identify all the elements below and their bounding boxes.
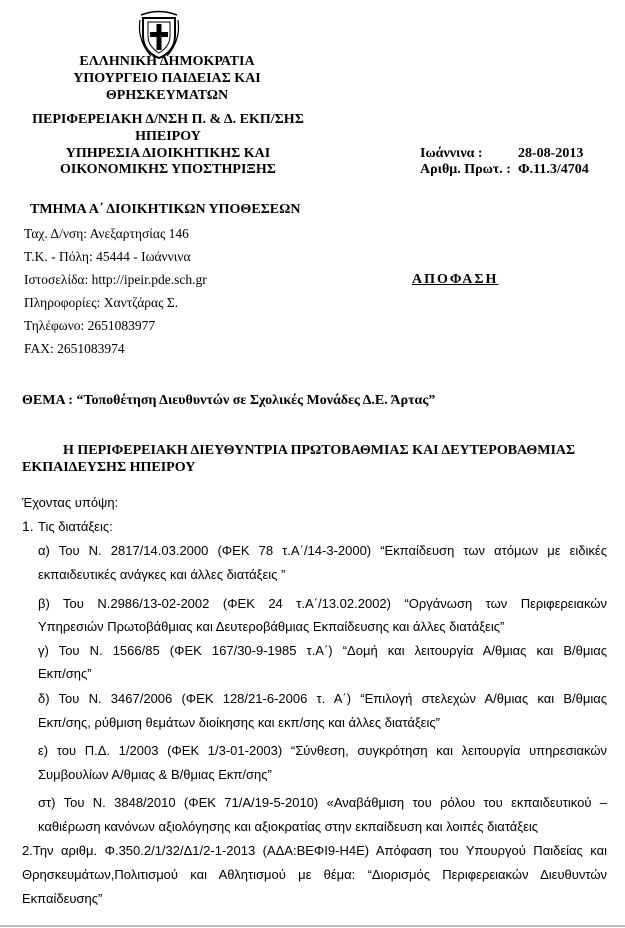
department-phone: Τηλέφωνο: 2651083977 (24, 318, 156, 333)
item-1-text: Τις διατάξεις: (38, 519, 113, 534)
provision-c-line2: Εκπ/σης” (38, 666, 92, 681)
provision-d-line2: Εκπ/σης, ρύθμιση θεμάτων διοίκησης και εκπ/σης και άλλες διατάξεις” (38, 715, 440, 730)
subject-line: ΘΕΜΑ : “Τοποθέτηση Διευθυντών σε Σχολικές Μονάδες Δ.Ε. Άρτας” (22, 393, 436, 408)
provision-c-line1: γ) Του Ν. 1566/85 (ΦΕΚ 167/30-9-1985 τ.Α΄) “Δομή και λειτουργία Α/θμιας και Β/θμιας (38, 643, 607, 658)
provision-d-line1: δ) Του Ν. 3467/2006 (ΦΕΚ 128/21-6-2006 τ. Α΄) “Επιλογή στελεχών Α/θμιας και Β/θμιας (38, 691, 607, 706)
header-ministry: ΥΠΟΥΡΓΕΙΟ ΠΑΙΔΕΙΑΣ ΚΑΙ (73, 71, 261, 86)
considering-label: Έχοντας υπόψη: (22, 495, 119, 510)
provision-a-line1: α) Του Ν. 2817/14.03.2000 (ΦΕΚ 78 τ.Α΄/14-3-2000) “Εκπαίδευση των ατόμων με ειδικές (38, 543, 607, 558)
header-service: ΥΠΗΡΕΣΙΑ ΔΙΟΙΚΗΤΙΚΗΣ ΚΑΙ (65, 146, 271, 161)
provision-e-line1: ε) του Π.Δ. 1/2003 (ΦΕΚ 1/3-01-2003) “Σύνθεση, συγκρότηση και λειτουργία υπηρεσιακών (38, 743, 607, 758)
department-info: Πληροφορίες: Χαντζάρας Σ. (24, 295, 179, 310)
provision-e-line2: Συμβουλίων Α/θμιας & Β/θμιας Εκπ/σης” (38, 767, 272, 782)
provision-b-line2: Υπηρεσιών Πρωτοβάθμιας και Δευτεροβάθμιας Εκπαίδευσης και άλλες διατάξεις” (38, 619, 505, 634)
department-fax: FAX: 2651083974 (24, 341, 125, 356)
department-title: ΤΜΗΜΑ Α΄ ΔΙΟΙΚΗΤΙΚΩΝ ΥΠΟΘΕΣΕΩΝ (30, 202, 301, 217)
city-label: Ιωάννινα : (420, 146, 483, 161)
provision-b-line1: β) Του Ν.2986/13-02-2002 (ΦΕΚ 24 τ.Α΄/13.02.2002) “Οργάνωση των Περιφερειακών (38, 596, 607, 611)
department-website: Ιστοσελίδα: http://ipeir.pde.sch.gr (24, 272, 207, 287)
document-date: 28-08-2013 (518, 146, 584, 161)
decision-heading: ΑΠΟΦΑΣΗ (412, 272, 499, 287)
greek-coat-of-arms-emblem (137, 10, 181, 60)
protocol-number: Φ.11.3/4704 (518, 162, 589, 177)
director-heading-line1: Η ΠΕΡΙΦΕΡΕΙΑΚΗ ΔΙΕΥΘΥΝΤΡΙΑ ΠΡΩΤΟΒΑΘΜΙΑΣ ΚΑΙ ΔΕΥΤΕΡΟΒΑΘΜΙΑΣ (63, 443, 576, 458)
header-service-cont: ΟΙΚΟΝΟΜΙΚΗΣ ΥΠΟΣΤΗΡΙΞΗΣ (60, 162, 276, 177)
item-1-number: 1. (22, 518, 34, 534)
provision-f-line1: στ) Του Ν. 3848/2010 (ΦΕΚ 71/Α/19-5-2010) «Αναβάθμιση του ρόλου του εκπαιδευτικού – (38, 795, 607, 810)
item-2-line3: Εκπαίδευσης” (22, 891, 103, 906)
page-bottom-divider (0, 925, 625, 927)
director-heading-line2: ΕΚΠΑΙΔΕΥΣΗΣ ΗΠΕΙΡΟΥ (22, 460, 196, 475)
item-2-line1: 2.Την αριθμ. Φ.350.2/1/32/Δ1/2-1-2013 (ΑΔΑ:ΒΕΦΙ9-Η4Ε) Απόφαση του Υπουργού Παιδείας και (22, 843, 607, 858)
header-regional-directorate: ΠΕΡΙΦΕΡΕΙΑΚΗ Δ/ΝΣΗ Π. & Δ. ΕΚΠ/ΣΗΣ (32, 112, 304, 127)
header-region: ΗΠΕΙΡΟΥ (135, 129, 201, 144)
protocol-label: Αριθμ. Πρωτ. : (420, 162, 511, 177)
item-2-line2: Θρησκευμάτων,Πολιτισμού και Αθλητισμού με θέμα: “Διορισμός Περιφερειακών Διευθυντών (22, 867, 607, 882)
department-address: Ταχ. Δ/νση: Ανεξαρτησίας 146 (24, 226, 189, 241)
provision-a-line2: εκπαιδευτικές ανάγκες και άλλες διατάξεις ” (38, 567, 286, 582)
department-postal: Τ.Κ. - Πόλη: 45444 - Ιωάννινα (24, 249, 191, 264)
provision-f-line2: καθιέρωση κανόνων αξιολόγησης και αξιοκρατίας στην εκπαίδευση και λοιπές διατάξεις (38, 819, 539, 834)
header-ministry-cont: ΘΡΗΣΚΕΥΜΑΤΩΝ (105, 88, 229, 103)
header-republic: ΕΛΛΗΝΙΚΗ ΔΗΜΟΚΡΑΤΙΑ (79, 54, 255, 69)
